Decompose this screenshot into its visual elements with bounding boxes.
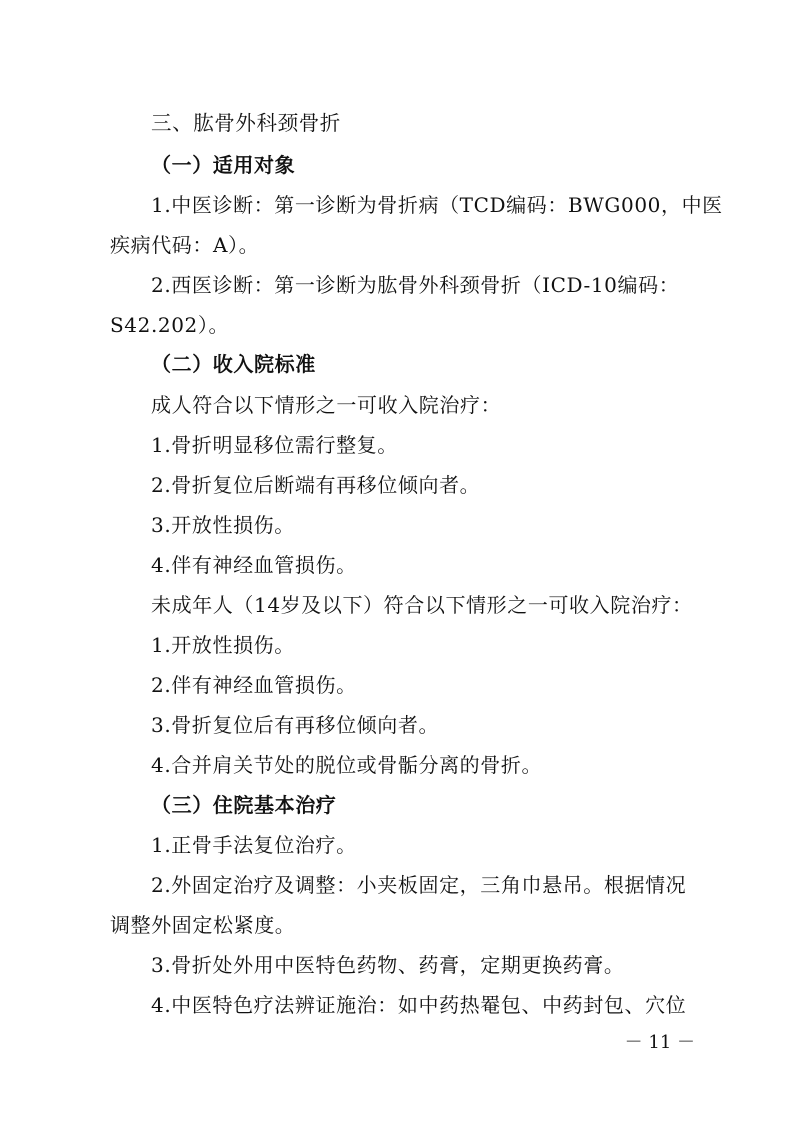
paragraph-line: 调整外固定松紧度。: [110, 913, 296, 937]
paragraph-line: 2.西医诊断：第一诊断为肱骨外科颈骨折（ICD-10编码：: [151, 273, 680, 297]
list-item: 2.骨折复位后断端有再移位倾向者。: [151, 473, 481, 497]
subsection-heading-2: （二）收入院标准: [151, 352, 316, 376]
list-item: 2.伴有神经血管损伤。: [151, 673, 357, 697]
paragraph-line: S42.202）。: [110, 313, 230, 337]
list-item: 1.正骨手法复位治疗。: [151, 833, 357, 857]
adult-intro: 成人符合以下情形之一可收入院治疗：: [151, 393, 502, 417]
list-item: 3.骨折处外用中医特色药物、药膏，定期更换药膏。: [151, 953, 625, 977]
paragraph-line: 1.中医诊断：第一诊断为骨折病（TCD编码：BWG000，中医: [151, 193, 723, 217]
paragraph-line: 2.外固定治疗及调整：小夹板固定，三角巾悬吊。根据情况: [151, 873, 687, 897]
subsection-heading-1: （一）适用对象: [151, 153, 296, 177]
section-title: 三、肱骨外科颈骨折: [151, 111, 341, 135]
list-item: 4.合并肩关节处的脱位或骨骺分离的骨折。: [151, 753, 543, 777]
list-item: 1.骨折明显移位需行整复。: [151, 433, 398, 457]
subsection-heading-3: （三）住院基本治疗: [151, 793, 337, 817]
page-number: － 11 －: [624, 1032, 695, 1053]
paragraph-line: 4.中医特色疗法辨证施治：如中药热罨包、中药封包、穴位: [151, 993, 687, 1017]
paragraph-line: 疾病代码：A）。: [110, 233, 260, 257]
list-item: 4.伴有神经血管损伤。: [151, 553, 357, 577]
list-item: 3.骨折复位后有再移位倾向者。: [151, 713, 440, 737]
minor-intro: 未成年人（14岁及以下）符合以下情形之一可收入院治疗：: [151, 593, 693, 617]
list-item: 1.开放性损伤。: [151, 633, 295, 657]
list-item: 3.开放性损伤。: [151, 513, 295, 537]
